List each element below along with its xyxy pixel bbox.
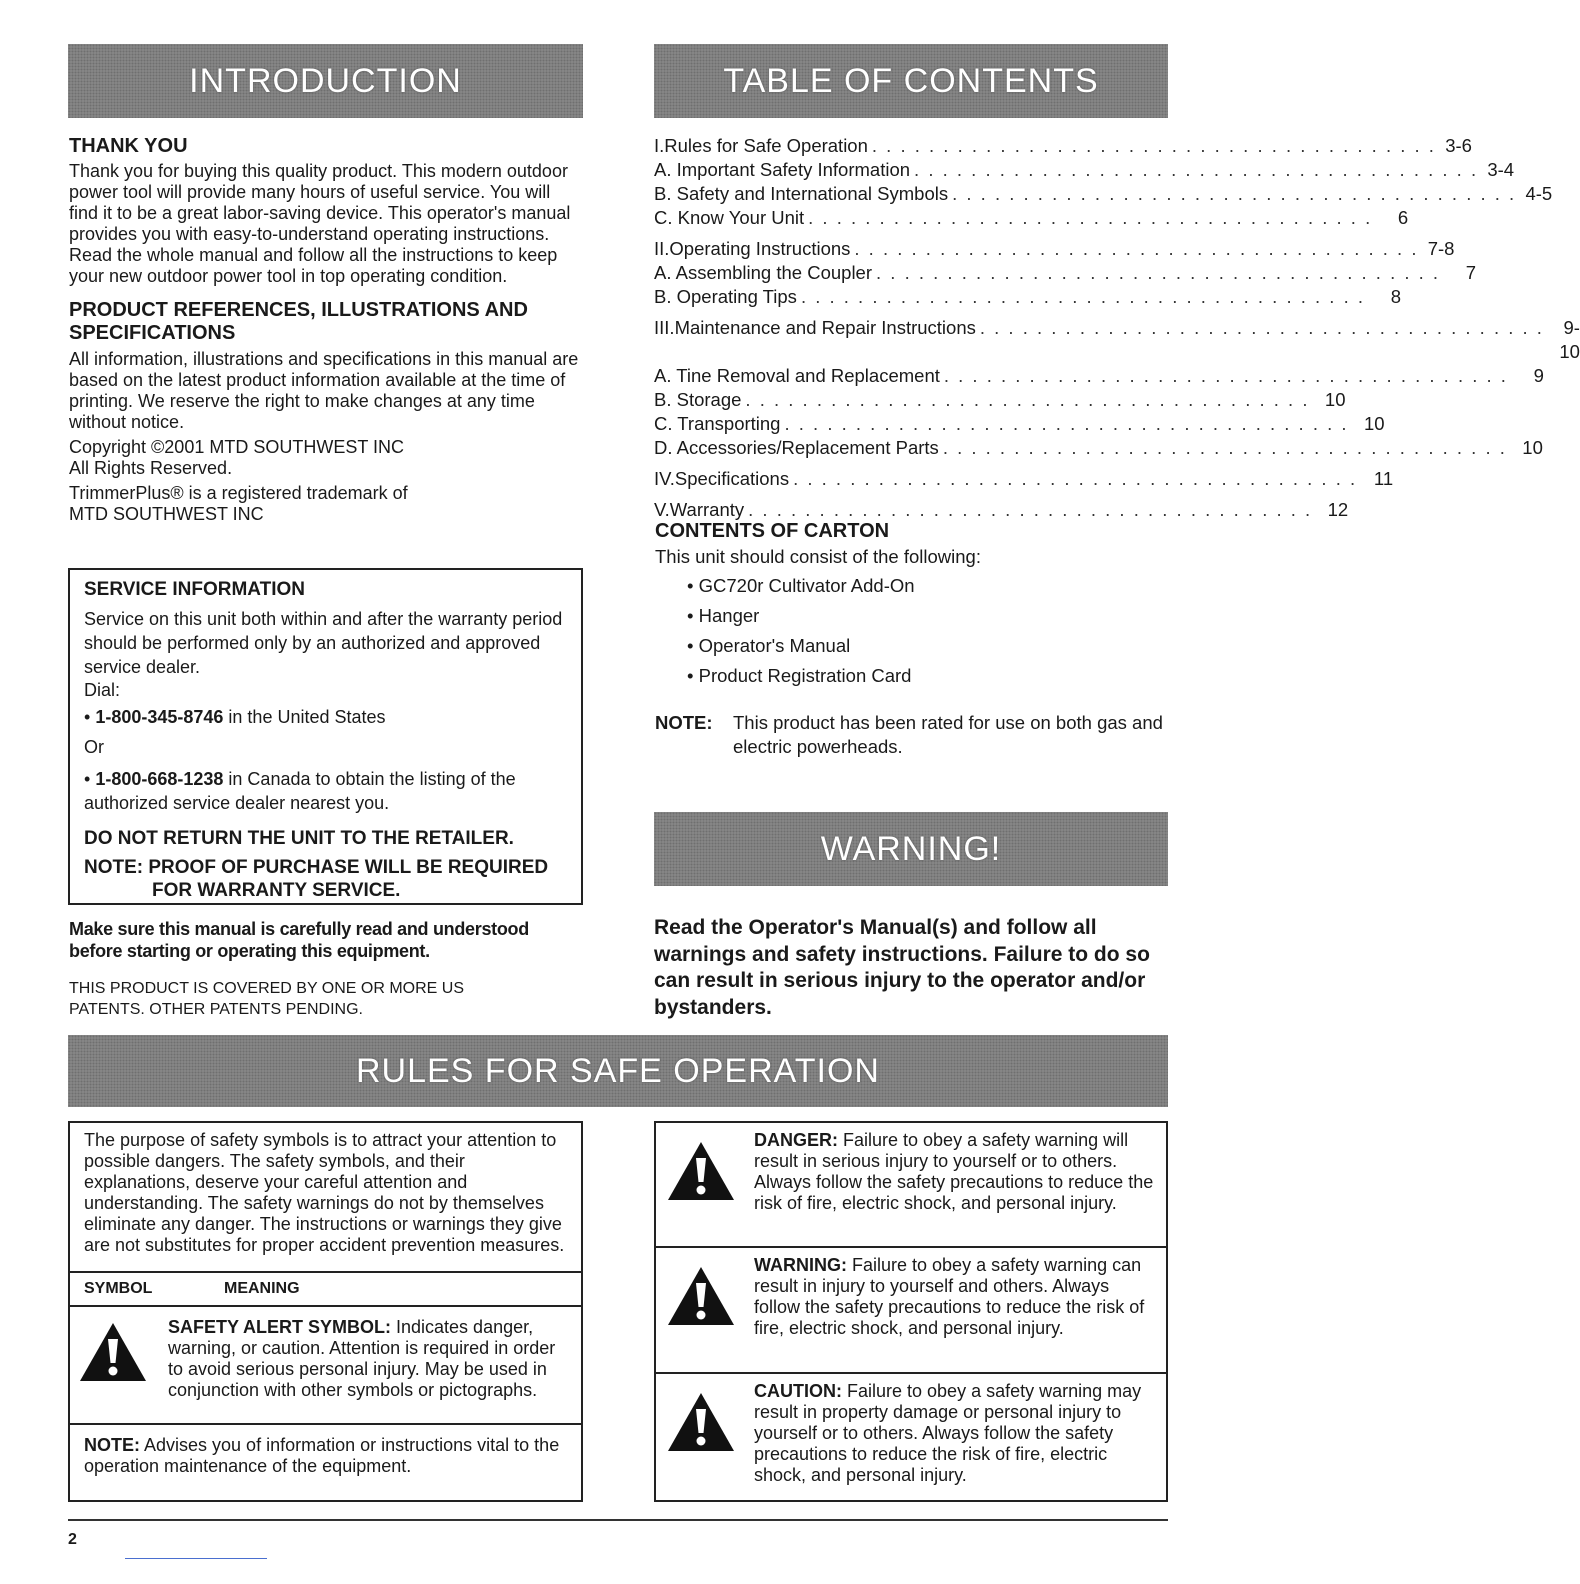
- toc-row: [654, 467, 1394, 491]
- toc-row: [654, 412, 1385, 436]
- toc-entry-title: B. Safety and International Symbols: [654, 183, 949, 204]
- product-ref-heading: PRODUCT REFERENCES, ILLUSTRATIONS AND SPECIFICATIONS: [69, 299, 528, 344]
- toc-row: [654, 498, 1349, 522]
- carton-item-text: Product Registration Card: [698, 665, 912, 686]
- toc-leader: . . . . . . . . . . . . . . . . . . . . . . . . . . . . . . . . . . . . . . . .: [942, 437, 1507, 458]
- safety-note-text: Advises you of information or instructions vital to the operation maintenance of the equipment.: [84, 1435, 560, 1476]
- toc-leader: . . . . . . . . . . . . . . . . . . . . . . . . . . . . . . . . . . . . . . . .: [854, 238, 1419, 259]
- toc-row: [654, 436, 1543, 460]
- toc-entry-title: B. Storage: [654, 389, 742, 410]
- carton-note: [655, 711, 1167, 759]
- hazard-row: [656, 1248, 1166, 1374]
- rules-title: RULES FOR SAFE OPERATION: [355, 1051, 880, 1090]
- do-not-return: DO NOT RETURN THE UNIT TO THE RETAILER.: [84, 828, 514, 849]
- toc-row: [654, 206, 1409, 230]
- service-text: Service on this unit both within and after the warranty period should be performed only by an authorized and approved service dealer.: [84, 609, 563, 677]
- hazard-label: WARNING:: [754, 1255, 847, 1275]
- carton-item-text: GC720r Cultivator Add-On: [698, 575, 915, 596]
- hazard-desc: [754, 1381, 1166, 1500]
- alert-label: SAFETY ALERT SYMBOL:: [168, 1317, 392, 1337]
- service-or: Or: [84, 737, 104, 757]
- col-meaning: MEANING: [224, 1280, 300, 1297]
- bullet: •: [687, 635, 699, 656]
- left-column: [69, 135, 579, 525]
- toc-page: 7-8: [1427, 238, 1455, 259]
- carton-item: [655, 661, 1167, 691]
- safety-alert-row: [70, 1307, 581, 1425]
- toc-row: [654, 285, 1401, 309]
- toc-entry-title: Specifications: [674, 468, 790, 489]
- trademark-line1: TrimmerPlus® is a registered trademark of: [69, 483, 408, 503]
- carton-item: [655, 571, 1167, 601]
- carton-intro: This unit should consist of the following:: [655, 546, 981, 567]
- toc-number: I.: [654, 135, 665, 156]
- safety-note: [70, 1425, 581, 1477]
- toc-entry-title: Warranty: [669, 499, 745, 520]
- hazard-levels-box: [654, 1121, 1168, 1502]
- safety-symbols-box: [68, 1121, 583, 1502]
- toc-page: 10: [1363, 413, 1385, 434]
- toc-entry-title: B. Operating Tips: [654, 286, 797, 307]
- safety-alert-triangle-icon: [78, 1321, 148, 1383]
- toc-entry-title: A. Tine Removal and Replacement: [654, 365, 940, 386]
- phone-us: 1-800-345-8746: [95, 707, 224, 727]
- product-ref-text: All information, illustrations and specifications in this manual are based on the latest product information available at the time of printing. We reserve the right to make changes at any time without notice.: [69, 349, 579, 432]
- footer-rule: [68, 1519, 1168, 1521]
- safety-note-label: NOTE:: [84, 1435, 140, 1455]
- toc-number: III.: [654, 317, 675, 338]
- toc-leader: . . . . . . . . . . . . . . . . . . . . . . . . . . . . . . . . . . . . . . . .: [871, 135, 1436, 156]
- read-manual-notice: Make sure this manual is carefully read and understood before starting or operating this equipment.: [69, 919, 529, 961]
- rules-banner: [68, 1035, 1168, 1107]
- hazard-row: [656, 1123, 1166, 1248]
- toc-entry-title: D. Accessories/Replacement Parts: [654, 437, 939, 458]
- safety-intro: The purpose of safety symbols is to attract your attention to possible dangers. The safety symbols, and their explanations, deserve your careful attention and understanding. The safety warnings do not by themselves eliminate any danger. The instructions or warnings they give are not substitutes for proper accident prevention measures.: [84, 1130, 565, 1255]
- hazard-text: Failure to obey a safety warning may result in property damage or personal injury to yourself or to others. Always follow the safety precautions to reduce the risk of fire, electric shock, and personal injury.: [754, 1381, 1142, 1485]
- hazard-text: Failure to obey a safety warning can result in injury to yourself and others. Always follow the safety precautions to reduce the risk of fire, electric shock, and personal injury.: [754, 1255, 1145, 1338]
- warning-triangle-icon: [666, 1265, 736, 1327]
- warning-title: WARNING!: [820, 829, 1002, 868]
- toc-page: 3-4: [1487, 159, 1515, 180]
- carton-section: [655, 520, 1167, 759]
- hazard-label: CAUTION:: [754, 1381, 842, 1401]
- proof-line2: FOR WARRANTY SERVICE.: [152, 880, 401, 901]
- hazard-icon-cell: [656, 1130, 754, 1246]
- phone-us-line: • 1-800-345-8746 in the United States: [84, 707, 386, 727]
- toc-leader: . . . . . . . . . . . . . . . . . . . . . . . . . . . . . . . . . . . . . . . .: [808, 207, 1373, 228]
- toc-number: II.: [654, 238, 670, 259]
- toc-entry-title: A. Important Safety Information: [654, 159, 911, 180]
- carton-note-text: This product has been rated for use on both gas and electric powerheads.: [733, 712, 1163, 757]
- toc-leader: . . . . . . . . . . . . . . . . . . . . . . . . . . . . . . . . . . . . . . . .: [876, 262, 1441, 283]
- toc-row: [654, 182, 1553, 206]
- toc-page: 7: [1465, 262, 1477, 283]
- warning-triangle-icon: [666, 1391, 736, 1453]
- toc-list: [654, 134, 1580, 522]
- toc-title: TABLE OF CONTENTS: [723, 61, 1099, 100]
- phone-ca: 1-800-668-1238: [95, 769, 224, 789]
- toc-row: [654, 388, 1346, 412]
- toc-page: 9-10: [1559, 317, 1580, 362]
- toc-entry-title: Rules for Safe Operation: [664, 135, 868, 156]
- footer-underline: [125, 1558, 267, 1559]
- hazard-icon-cell: [656, 1255, 754, 1372]
- hazard-row: [656, 1374, 1166, 1500]
- toc-entry-title: C. Transporting: [654, 413, 781, 434]
- toc-row: [654, 316, 1580, 364]
- toc-number: IV.: [654, 468, 675, 489]
- carton-item-text: Hanger: [698, 605, 760, 626]
- bullet: •: [687, 605, 699, 626]
- toc-page: 10: [1324, 389, 1346, 410]
- toc-page: 9: [1533, 365, 1544, 386]
- copyright-line1: Copyright ©2001 MTD SOUTHWEST INC: [69, 437, 405, 457]
- carton-heading: CONTENTS OF CARTON: [655, 520, 890, 542]
- carton-item: [655, 601, 1167, 631]
- col-symbol: SYMBOL: [84, 1280, 153, 1297]
- introduction-title: INTRODUCTION: [189, 61, 462, 100]
- hazard-desc: [754, 1255, 1166, 1372]
- toc-row: [654, 237, 1455, 261]
- toc-leader: . . . . . . . . . . . . . . . . . . . . . . . . . . . . . . . . . . . . . . . .: [952, 183, 1517, 204]
- carton-note-label: NOTE:: [655, 712, 713, 733]
- proof-line1: NOTE: PROOF OF PURCHASE WILL BE REQUIRED: [84, 857, 549, 878]
- symbol-meaning-header: [70, 1271, 581, 1307]
- phone-us-suffix: in the United States: [223, 707, 386, 727]
- toc-banner: [654, 44, 1168, 118]
- phone-ca-line: • 1-800-668-1238 in Canada to obtain the listing of the authorized service dealer nearest you.: [84, 769, 516, 813]
- toc-leader: . . . . . . . . . . . . . . . . . . . . . . . . . . . . . . . . . . . . . . . .: [943, 365, 1508, 386]
- service-dial: Dial:: [84, 680, 121, 700]
- toc-leader: . . . . . . . . . . . . . . . . . . . . . . . . . . . . . . . . . . . . . . . .: [793, 468, 1358, 489]
- hazard-desc: [754, 1130, 1166, 1246]
- toc-entry-title: Maintenance and Repair Instructions: [674, 317, 976, 338]
- service-info-box: [68, 568, 583, 905]
- alert-text: Indicates danger, warning, or caution. Attention is required in order to avoid serious personal injury. May be used in conjunction with other symbols or pictographs.: [168, 1317, 556, 1400]
- service-heading: SERVICE INFORMATION: [84, 579, 305, 600]
- toc-entry-title: C. Know Your Unit: [654, 207, 805, 228]
- toc-entry-title: Operating Instructions: [669, 238, 851, 259]
- toc-leader: . . . . . . . . . . . . . . . . . . . . . . . . . . . . . . . . . . . . . . . .: [748, 499, 1313, 520]
- safety-alert-icon-cell: [70, 1317, 168, 1423]
- copyright-line2: All Rights Reserved.: [69, 458, 233, 478]
- carton-item: [655, 631, 1167, 661]
- introduction-banner: [68, 44, 583, 118]
- toc-page: 6: [1397, 207, 1409, 228]
- toc-page: 11: [1373, 468, 1394, 489]
- toc-row: [654, 158, 1515, 182]
- toc-page: 3-6: [1445, 135, 1472, 156]
- patents-notice: THIS PRODUCT IS COVERED BY ONE OR MORE US PATENTS. OTHER PATENTS PENDING.: [69, 980, 465, 1018]
- thank-you-heading: THANK YOU: [69, 135, 188, 157]
- toc-page: 12: [1327, 499, 1349, 520]
- toc-leader: . . . . . . . . . . . . . . . . . . . . . . . . . . . . . . . . . . . . . . . .: [979, 317, 1544, 338]
- warning-text: Read the Operator's Manual(s) and follow all warnings and safety instructions. Failure to do so can result in serious injury to the operator and/or bystanders.: [654, 916, 1150, 1019]
- toc-page: 8: [1390, 286, 1401, 307]
- bullet: •: [687, 665, 699, 686]
- phone-ca-suffix: in Canada to obtain the listing of the authorized service dealer nearest you.: [84, 769, 516, 813]
- safety-alert-desc: [168, 1317, 581, 1423]
- toc-number: V.: [654, 499, 670, 520]
- hazard-label: DANGER:: [754, 1130, 838, 1150]
- page-number: 2: [68, 1531, 77, 1548]
- toc-entry-title: A. Assembling the Coupler: [654, 262, 873, 283]
- toc-leader: . . . . . . . . . . . . . . . . . . . . . . . . . . . . . . . . . . . . . . . .: [800, 286, 1365, 307]
- toc-page: 4-5: [1525, 183, 1553, 204]
- toc-leader: . . . . . . . . . . . . . . . . . . . . . . . . . . . . . . . . . . . . . . . .: [784, 413, 1349, 434]
- carton-item-text: Operator's Manual: [698, 635, 851, 656]
- carton-items: [655, 571, 1167, 691]
- trademark-line2: MTD SOUTHWEST INC: [69, 504, 264, 524]
- toc-page: 10: [1522, 437, 1543, 458]
- hazard-icon-cell: [656, 1381, 754, 1500]
- toc-row: [654, 261, 1477, 285]
- hazard-text: Failure to obey a safety warning will result in serious injury to yourself or to others. Always follow the safety precautions to reduce the risk of fire, electric shock, and personal injury.: [754, 1130, 1154, 1213]
- toc-leader: . . . . . . . . . . . . . . . . . . . . . . . . . . . . . . . . . . . . . . . .: [745, 389, 1310, 410]
- warning-banner: [654, 812, 1168, 886]
- toc-row: [654, 134, 1472, 158]
- thank-you-text: Thank you for buying this quality product. This modern outdoor power tool will provide many hours of useful service. You will find it to be a great labor-saving device. This operator's manual provides you with easy-to-understand operating instructions. Read the whole manual and follow all the instructions to keep your new outdoor power tool in top operating condition.: [69, 161, 571, 286]
- toc-leader: . . . . . . . . . . . . . . . . . . . . . . . . . . . . . . . . . . . . . . . .: [914, 159, 1479, 180]
- bullet: •: [687, 575, 699, 596]
- warning-triangle-icon: [666, 1140, 736, 1202]
- toc-row: [654, 364, 1544, 388]
